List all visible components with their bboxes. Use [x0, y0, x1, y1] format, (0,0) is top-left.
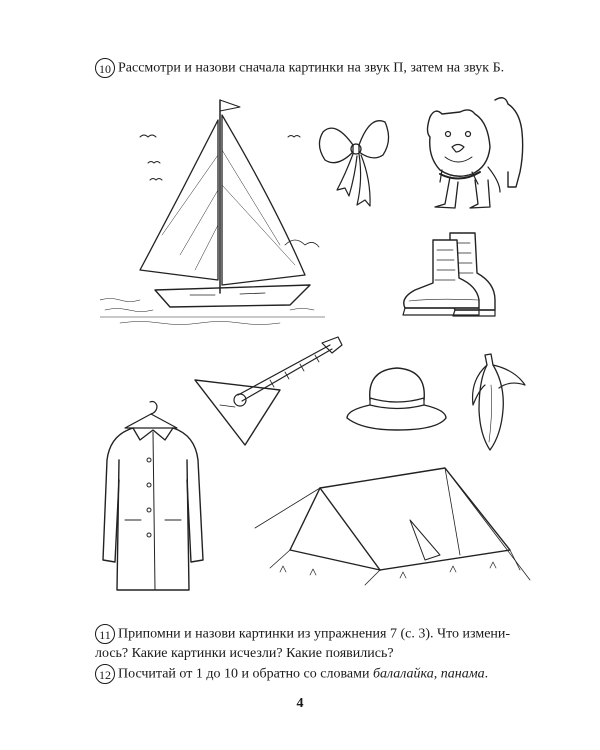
exercise-number: 11 [95, 624, 115, 644]
bow-picture [315, 110, 395, 210]
bulldog-picture [420, 92, 530, 222]
tent-icon [250, 460, 535, 590]
bow-icon [315, 110, 395, 210]
exercise-text: Рассмотри и назови сначала картинки на звук П, затем на звук Б. [118, 60, 505, 76]
panama-hat-icon [342, 360, 452, 440]
banana-peel-icon [465, 350, 530, 455]
banana-peel-picture [465, 350, 530, 455]
boots-icon [395, 228, 505, 323]
exercise-12 [95, 664, 565, 684]
page-number: 4 [296, 696, 304, 711]
boots-picture [395, 228, 505, 323]
tent-picture [250, 460, 535, 590]
exercise-number: 12 [95, 664, 115, 684]
exercise-10 [95, 58, 565, 78]
exercise-number: 10 [95, 58, 115, 78]
bulldog-icon [420, 92, 530, 222]
exercise-italic-words: балалайка, панама [372, 666, 485, 682]
panama-hat-picture [342, 360, 452, 440]
sailboat-icon [100, 95, 325, 325]
exercise-11 [95, 624, 565, 663]
coat-icon [95, 400, 210, 595]
exercise-text-start: Посчитай от 1 до 10 и обратно со словами [118, 666, 373, 682]
exercise-text-line-2: лось? Какие картинки исчезли? Какие появились? [95, 646, 394, 661]
coat-picture [95, 400, 210, 595]
exercise-text-end: . [484, 666, 489, 682]
sailboat-picture [100, 95, 325, 325]
balalaika-picture [190, 335, 345, 450]
balalaika-icon [190, 335, 345, 450]
exercise-text-line-1: Припомни и назови картинки из упражнения 7 (с. 3). Что измени- [118, 626, 511, 642]
